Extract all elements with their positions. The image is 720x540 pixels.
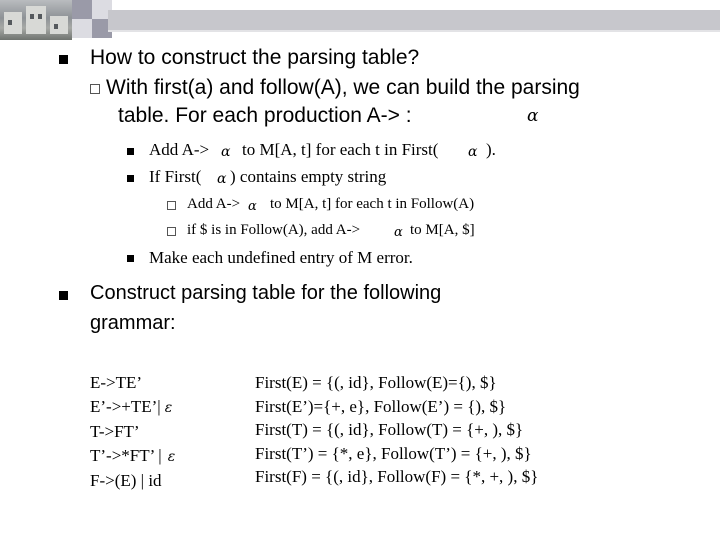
bullet-hollow — [167, 227, 176, 236]
header-bar-shadow — [108, 30, 720, 32]
grammar-rule-text: T’->*FT’ | — [90, 445, 162, 465]
bullet-2-line-1: Construct parsing table for the following — [90, 282, 442, 304]
item-1-after: to M[A, t] for each t in First( — [242, 140, 439, 159]
set-line: First(E) = {(, id}, Follow(E)={), $} — [255, 373, 497, 392]
sub-bullet-line-2: table. For each production A-> : — [118, 104, 412, 127]
set-line: First(T) = {(, id}, Follow(T) = {+, ), $} — [255, 420, 524, 439]
grammar-rule: E->TE’ — [90, 373, 143, 392]
alpha-symbol: α — [221, 144, 231, 160]
item-1-before: Add A-> — [149, 140, 210, 159]
alpha-symbol: α — [248, 199, 257, 214]
first-follow-sets — [255, 371, 538, 489]
sub-bullet-line-1: With first(a) and follow(A), we can build the parsing — [106, 76, 580, 99]
sub-item-2-after: to M[A, $] — [410, 222, 475, 238]
bullet-hollow — [167, 201, 176, 210]
bullet-square — [127, 175, 134, 182]
bullet-square — [127, 255, 134, 262]
epsilon-symbol: ε — [167, 448, 176, 465]
item-1-close: ). — [486, 140, 496, 159]
sub-item-2-before: if $ is in Follow(A), add A-> — [187, 222, 361, 238]
grammar-rule — [90, 395, 175, 421]
grammar-rule: T->FT’ — [90, 422, 140, 441]
grammar-rules — [90, 371, 175, 493]
epsilon-symbol: ε — [164, 399, 173, 416]
item-2-before: If First( — [149, 167, 202, 186]
alpha-symbol: α — [394, 225, 403, 240]
bullet-2-line-2: grammar: — [90, 312, 176, 334]
header-bar — [108, 10, 720, 30]
item-2-after: ) contains empty string — [230, 167, 387, 186]
alpha-symbol: α — [217, 171, 227, 187]
alpha-symbol: α — [527, 106, 539, 126]
bullet-square — [59, 291, 68, 300]
set-line: First(T’) = {*, e}, Follow(T’) = {+, ), $} — [255, 443, 532, 463]
bullet-1-text: How to construct the parsing table? — [90, 46, 420, 69]
grammar-rule: F->(E) | id — [90, 471, 162, 490]
grammar-rule-text: E’->+TE’| — [90, 396, 161, 416]
bullet-square — [127, 148, 134, 155]
bullet-square — [59, 55, 68, 64]
item-3-text: Make each undefined entry of M error. — [149, 248, 413, 267]
header-photo — [0, 0, 72, 40]
grammar-rule — [90, 444, 175, 470]
bullet-hollow — [90, 84, 100, 94]
sub-item-1-after: to M[A, t] for each t in Follow(A) — [270, 196, 475, 212]
sub-item-1-before: Add A-> — [187, 196, 241, 212]
set-line: First(F) = {(, id}, Follow(F) = {*, +, ), $} — [255, 467, 539, 486]
alpha-symbol: α — [468, 144, 478, 160]
set-line: First(E’)={+, e}, Follow(E’) = {), $} — [255, 396, 507, 416]
